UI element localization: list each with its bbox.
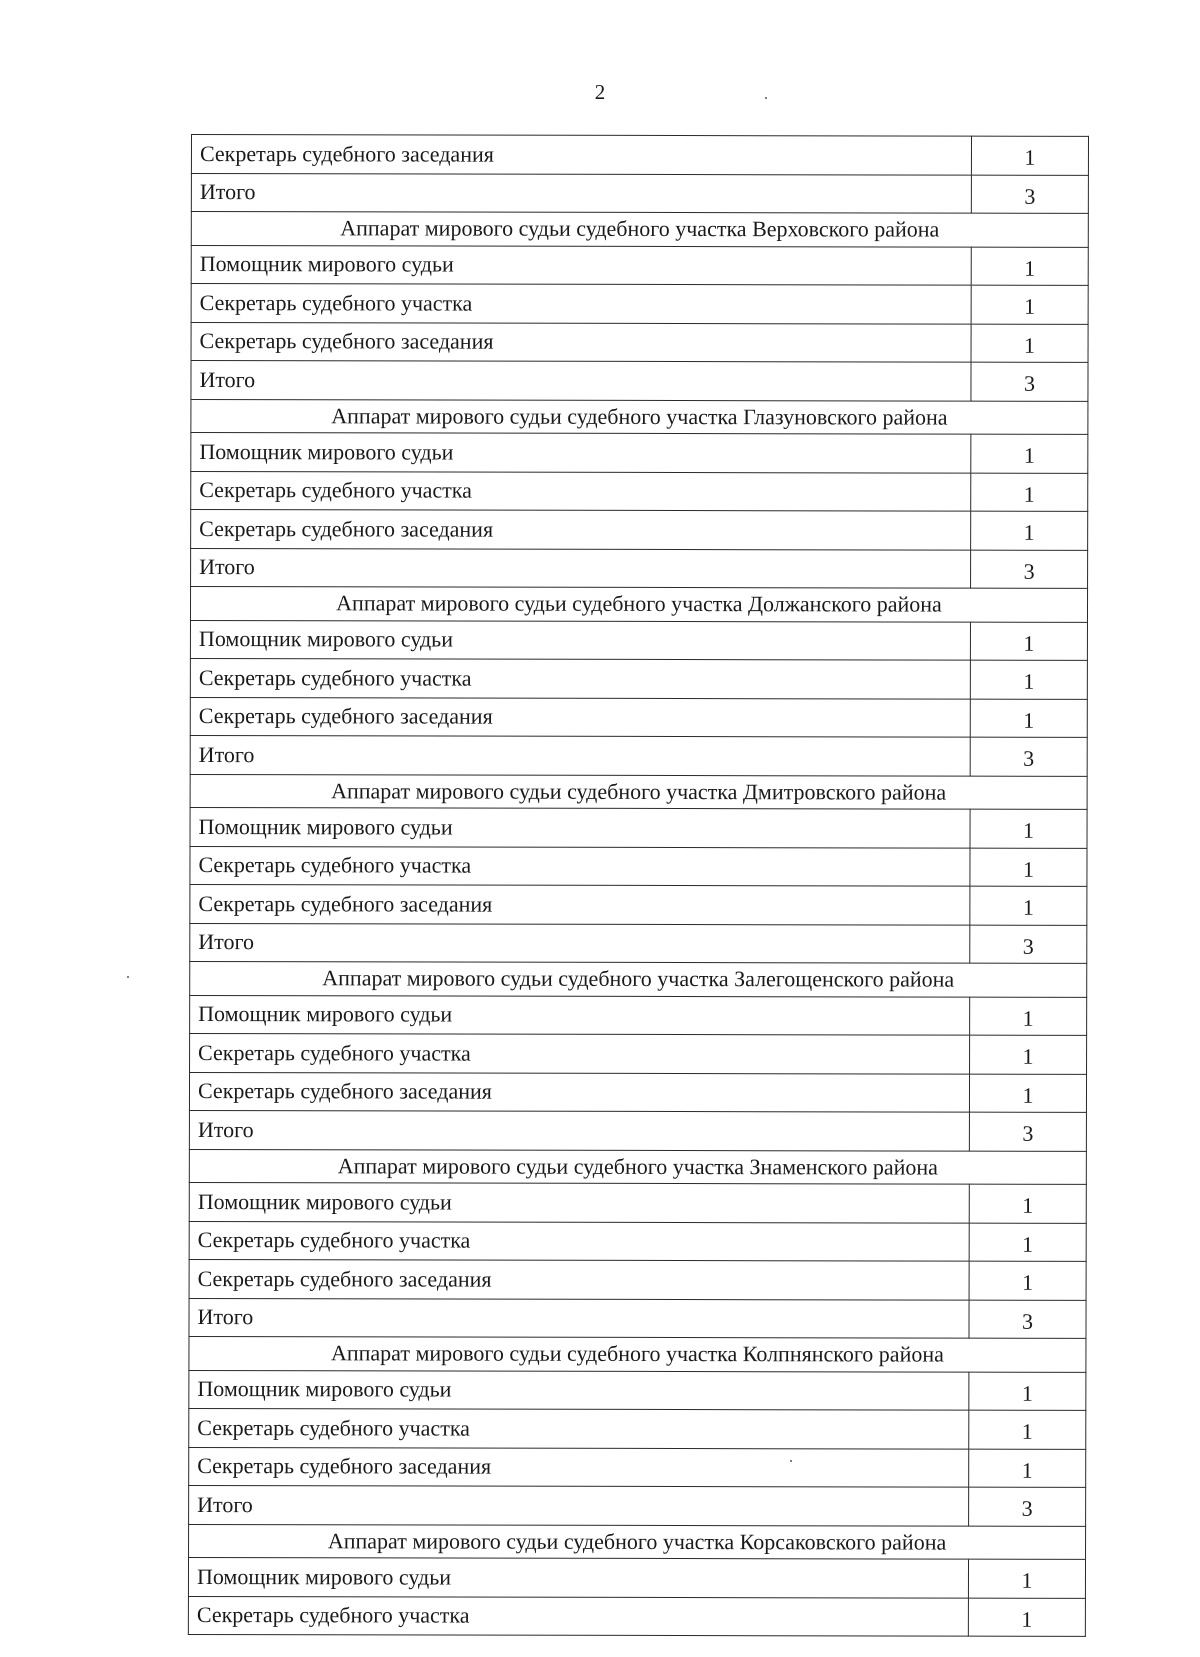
position-row (190, 995, 1087, 1035)
total-label: Итого (189, 1485, 969, 1525)
section-title: Аппарат мирового судьи судебного участка Должанского района (190, 587, 1087, 622)
position-row (189, 1370, 1086, 1410)
position-name: Секретарь судебного участка (190, 846, 970, 886)
position-name: Помощник мирового судьи (191, 433, 971, 473)
section-header-row (190, 587, 1087, 622)
total-count: 3 (969, 1300, 1086, 1339)
position-name: Секретарь судебного участка (191, 284, 971, 324)
position-name: Помощник мирового судьи (188, 1557, 968, 1597)
position-count: 1 (969, 1449, 1086, 1488)
position-name: Секретарь судебного заседания (189, 1259, 969, 1299)
position-count: 1 (968, 1559, 1085, 1598)
total-row (189, 1298, 1086, 1338)
position-name: Секретарь судебного участка (189, 1408, 969, 1448)
total-count: 3 (970, 737, 1087, 776)
total-row (189, 1485, 1086, 1525)
section-title: Аппарат мирового судьи судебного участка Корсаковского района (189, 1524, 1086, 1559)
position-name: Помощник мирового судьи (189, 1182, 969, 1222)
position-count: 1 (969, 1223, 1086, 1262)
position-count: 1 (970, 660, 1087, 699)
position-row (189, 1182, 1086, 1222)
position-row (189, 1408, 1086, 1448)
total-label: Итого (189, 1110, 969, 1150)
position-row (190, 658, 1087, 698)
section-title: Аппарат мирового судьи судебного участка Верховского района (191, 212, 1088, 247)
section-header-row (189, 1149, 1086, 1184)
position-count: 1 (969, 1372, 1086, 1411)
position-count: 1 (971, 324, 1088, 363)
total-label: Итого (191, 361, 971, 401)
position-count: 1 (971, 511, 1088, 550)
section-header-row (191, 399, 1088, 434)
position-count: 1 (970, 997, 1087, 1036)
position-row (189, 1259, 1086, 1299)
position-count: 1 (969, 1184, 1086, 1223)
position-name: Помощник мирового судьи (190, 807, 970, 847)
total-count: 3 (969, 1487, 1086, 1526)
position-name: Помощник мирового судьи (190, 620, 970, 660)
section-title: Аппарат мирового судьи судебного участка Знаменского района (189, 1149, 1086, 1184)
position-row (190, 697, 1087, 737)
position-row (191, 245, 1088, 285)
scan-speck (127, 976, 129, 978)
total-row (191, 548, 1088, 588)
position-row (190, 620, 1087, 660)
position-row (191, 471, 1088, 511)
position-row (191, 135, 1088, 175)
section-title: Аппарат мирового судьи судебного участка Дмитровского района (190, 774, 1087, 809)
page-number: 2 (594, 80, 606, 104)
position-name: Секретарь судебного участка (190, 1033, 970, 1073)
position-name: Помощник мирового судьи (190, 995, 970, 1035)
total-label: Итого (190, 735, 970, 775)
section-title: Аппарат мирового судьи судебного участка Колпнянского района (189, 1336, 1086, 1371)
position-row (191, 322, 1088, 362)
total-row (190, 735, 1087, 775)
position-count: 1 (971, 136, 1088, 175)
position-name: Секретарь судебного участка (188, 1596, 968, 1636)
section-header-row (190, 961, 1087, 996)
position-count: 1 (969, 1410, 1086, 1449)
position-count: 1 (971, 285, 1088, 324)
position-name: Секретарь судебного участка (190, 658, 970, 698)
position-row (190, 884, 1087, 924)
total-count: 3 (969, 1112, 1086, 1151)
position-count: 1 (970, 1035, 1087, 1074)
position-count: 1 (969, 1261, 1086, 1300)
position-name: Помощник мирового судьи (189, 1370, 969, 1410)
position-row (189, 1072, 1086, 1112)
scan-speck (790, 1460, 792, 1462)
position-name: Секретарь судебного заседания (191, 135, 971, 175)
total-label: Итого (191, 548, 971, 588)
total-count: 3 (971, 362, 1088, 401)
position-row (189, 1221, 1086, 1261)
position-name: Секретарь судебного заседания (191, 510, 971, 550)
total-count: 3 (971, 175, 1088, 214)
position-count: 1 (970, 622, 1087, 661)
section-header-row (190, 774, 1087, 809)
position-count: 1 (968, 1598, 1085, 1637)
total-row (191, 173, 1088, 213)
position-row (191, 284, 1088, 324)
position-row (190, 846, 1087, 886)
position-row (188, 1557, 1085, 1597)
section-title: Аппарат мирового судьи судебного участка Глазуновского района (191, 399, 1088, 434)
position-count: 1 (970, 886, 1087, 925)
position-name: Секретарь судебного заседания (190, 697, 970, 737)
section-title: Аппарат мирового судьи судебного участка Залегощенского района (190, 961, 1087, 996)
position-count: 1 (971, 473, 1088, 512)
position-row (190, 1033, 1087, 1073)
position-row (191, 433, 1088, 473)
position-name: Секретарь судебного заседания (189, 1072, 969, 1112)
total-row (191, 361, 1088, 401)
section-header-row (189, 1524, 1086, 1559)
position-name: Секретарь судебного заседания (190, 884, 970, 924)
position-name: Секретарь судебного участка (191, 471, 971, 511)
total-label: Итого (190, 923, 970, 963)
position-count: 1 (970, 809, 1087, 848)
total-label: Итого (189, 1298, 969, 1338)
total-count: 3 (970, 925, 1087, 964)
total-count: 3 (971, 550, 1088, 589)
staffing-table-body (188, 135, 1088, 1637)
position-row (189, 1447, 1086, 1487)
position-row (190, 807, 1087, 847)
position-name: Секретарь судебного заседания (189, 1447, 969, 1487)
scan-speck (765, 97, 767, 99)
section-header-row (191, 212, 1088, 247)
staffing-table (188, 134, 1089, 1637)
position-count: 1 (970, 699, 1087, 738)
position-count: 1 (970, 848, 1087, 887)
position-count: 1 (971, 434, 1088, 473)
position-count: 1 (969, 1074, 1086, 1113)
position-name: Секретарь судебного участка (189, 1221, 969, 1261)
position-row (191, 510, 1088, 550)
total-row (189, 1110, 1086, 1150)
position-name: Помощник мирового судьи (191, 245, 971, 285)
position-row (188, 1596, 1085, 1636)
section-header-row (189, 1336, 1086, 1371)
total-row (190, 923, 1087, 963)
total-label: Итого (191, 173, 971, 213)
position-count: 1 (971, 247, 1088, 286)
position-name: Секретарь судебного заседания (191, 322, 971, 362)
